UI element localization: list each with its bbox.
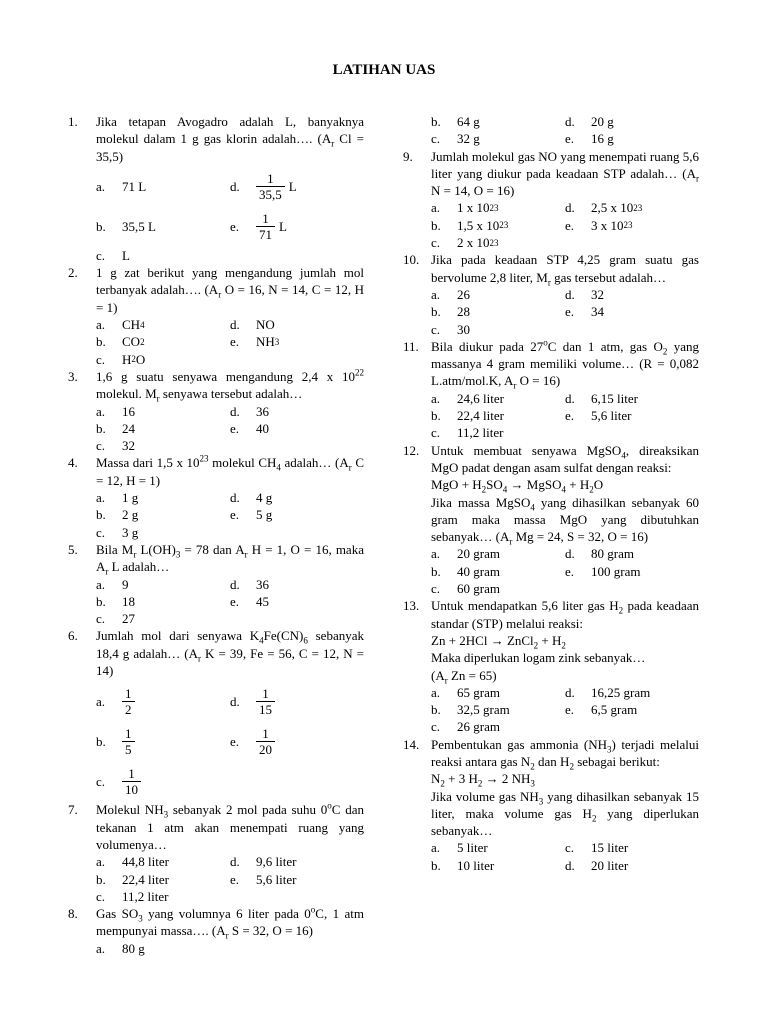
- option-e[interactable]: e. 5 g: [230, 507, 273, 523]
- option-d[interactable]: d. 20 g: [565, 114, 614, 129]
- option-d[interactable]: d. NO: [230, 317, 275, 333]
- option-b[interactable]: b. CO 2: [96, 334, 145, 350]
- question-text-2: Jika massa MgSO$_4$ yang dihasilkan sebanyak 60 gram maka massa MgO yang dibutuhkan sebanyak… ($A_r$ Mg = 24, S = 32, O = 16): [431, 494, 700, 547]
- option-c[interactable]: c. H 2 O: [96, 351, 146, 367]
- option-c[interactable]: c. 15 liter: [565, 840, 629, 856]
- question-10: [403, 251, 699, 337]
- option-a[interactable]: a. 65 gram: [431, 684, 500, 700]
- option-d[interactable]: d. 4 g: [230, 490, 273, 506]
- option-d[interactable]: d. 6,15 liter: [565, 390, 638, 406]
- question-text: Untuk membuat senyawa MgSO$_4$, direaksikan MgO padat dengan asam sulfat dengan reaksi:: [431, 442, 700, 475]
- option-c[interactable]: c. L: [96, 247, 130, 263]
- question-text: Bila $M_r$ $L(OH)_3 = 78$ dan $A_r$ H = 1, O = 16, maka $A_r$ L adalah…: [96, 541, 364, 577]
- page-title: LATIHAN UAS: [332, 62, 436, 78]
- question-number: 2.: [68, 265, 78, 281]
- option-b[interactable]: b. 28: [431, 304, 470, 320]
- fraction: $\frac{1}{10}$: [122, 766, 141, 797]
- question-number: 5.: [68, 541, 78, 557]
- option-c[interactable]: c. 3 g: [96, 524, 139, 540]
- option-d[interactable]: d. 80 gram: [565, 546, 634, 562]
- question-number: 6.: [68, 628, 78, 644]
- question-3: [68, 368, 364, 454]
- option-d[interactable]: d. 2,5 x 10 23: [565, 200, 643, 216]
- question-text: Massa dari 1,5 x $10^{23}$ molekul $CH_4$ adalah… ($A_r$ C = 12, H = 1): [96, 454, 364, 488]
- option-c[interactable]: c. $\frac{1}{10}$: [96, 761, 250, 801]
- question-12: [403, 442, 699, 598]
- question-number: 1.: [68, 114, 78, 129]
- option-b[interactable]: b. $\frac{1}{5}$: [96, 721, 230, 761]
- question-7: [68, 801, 364, 905]
- option-e[interactable]: e. NH 3: [230, 334, 280, 350]
- question-number: 8.: [68, 906, 78, 922]
- question-text: Jumlah molekul gas NO yang menempati ruang 5,6 liter yang diukur pada keadaan STP adalah… ($A_r$ N = 14, O = 16): [431, 148, 699, 199]
- question-text-2: Jika volume gas $NH_3$ yang dihasilkan sebanyak 15 liter, maka volume gas $H_2$ yang diperlukan sebanyak…: [431, 788, 699, 839]
- fraction: $\frac{1}{15}$: [256, 686, 275, 717]
- option-b[interactable]: b. 35,5 L: [96, 219, 156, 235]
- question-text: [96, 113, 364, 165]
- option-d[interactable]: d. 9,6 liter: [230, 854, 297, 870]
- question-text-3: ($A_r$ Zn = 65): [431, 667, 497, 686]
- option-a[interactable]: a. 9: [96, 576, 129, 592]
- option-a[interactable]: a. 1 x 10 23: [431, 200, 499, 216]
- option-b[interactable]: b. 10 liter: [431, 857, 495, 873]
- fraction: $\frac{1}{35,5}$: [256, 171, 285, 202]
- option-e[interactable]: e. 16 g: [565, 131, 614, 147]
- option-c[interactable]: c. 2 x 10 23: [431, 235, 499, 251]
- question-14: [403, 736, 699, 874]
- option-d[interactable]: d. 36: [230, 576, 269, 592]
- question-8: [68, 905, 364, 957]
- question-8-continued: [403, 113, 699, 148]
- option-e[interactable]: e. 45: [230, 593, 269, 609]
- option-d[interactable]: d. $\frac{1}{15}$: [230, 681, 364, 721]
- left-column: [68, 113, 364, 957]
- option-d[interactable]: d. 20 liter: [565, 857, 629, 873]
- option-e[interactable]: e. 34: [565, 304, 604, 320]
- option-a[interactable]: a. 80 g: [96, 940, 145, 956]
- question-1: [68, 113, 364, 264]
- question-text: Bila diukur pada 27$^o$C dan 1 atm, gas $O_2$ yang massanya 4 gram memiliki volume… (R = 0,082 L.atm/mol.K, $A_r$ O = 16): [431, 337, 699, 392]
- option-e[interactable]: e. 40: [230, 420, 269, 436]
- question-text: Molekul $NH_3$ sebanyak 2 mol pada suhu 0$^o$C dan tekanan 1 atm akan menempati ruang yang volumenya…: [96, 800, 364, 852]
- question-text: Untuk mendapatkan 5,6 liter gas $H_2$ pada keadaan standar (STP) melalui reaksi:: [431, 598, 699, 631]
- question-text: 1 g zat berikut yang mengandung jumlah mol terbanyak adalah…. ($A_r$ O = 16, N = 14, C = 12, H = 1): [96, 265, 364, 315]
- option-c[interactable]: c. 60 gram: [431, 581, 500, 597]
- option-a[interactable]: a. 71 L: [96, 179, 147, 195]
- option-b[interactable]: b. 64 g: [431, 114, 480, 129]
- option-d[interactable]: d. 36: [230, 403, 269, 419]
- question-number: 11.: [403, 338, 419, 354]
- option-c[interactable]: c. 11,2 liter: [96, 888, 169, 904]
- question-number: 7.: [68, 802, 78, 818]
- question-11: [403, 338, 699, 442]
- option-a[interactable]: a. 1 g: [96, 490, 139, 506]
- question-number: 4.: [68, 455, 78, 471]
- option-a[interactable]: a. 26: [431, 286, 470, 302]
- option-a[interactable]: a. CH 4: [96, 317, 145, 333]
- fraction: $\frac{1}{2}$: [122, 686, 135, 717]
- option-b[interactable]: b. 32,5 gram: [431, 702, 510, 718]
- fraction: $\frac{1}{71}$: [256, 211, 275, 242]
- option-c[interactable]: c. 11,2 liter: [431, 425, 504, 441]
- question-number: 9.: [403, 148, 413, 164]
- option-d[interactable]: d. $\frac{1}{35,5}$ L: [230, 171, 297, 203]
- question-number: 12.: [403, 442, 420, 458]
- option-a[interactable]: a. 44,8 liter: [96, 854, 169, 870]
- option-a[interactable]: a. 20 gram: [431, 546, 500, 562]
- option-e[interactable]: e. $\frac{1}{71}$ L: [230, 211, 287, 243]
- question-text: Jumlah mol dari senyawa $K_4Fe(CN)_6$ sebanyak 18,4 g adalah… ($A_r$ K = 39, Fe = 56, C = 12, N = 14): [96, 628, 364, 679]
- question-text: Jika pada keadaan STP 4,25 gram suatu gas bervolume 2,8 liter, $M_r$ gas tersebut adalah…: [431, 252, 699, 288]
- right-column: [403, 113, 699, 874]
- option-b[interactable]: b. 18: [96, 593, 135, 609]
- reaction-equation: MgO + $H_2SO_4$ → MgSO$_4$ + $H_2O$: [431, 477, 604, 495]
- option-e[interactable]: e. $\frac{1}{20}$: [230, 721, 364, 761]
- reaction-equation: $N_2 + 3$ $H_2 \to 2$ $NH_3$: [431, 771, 535, 789]
- option-e[interactable]: e. 5,6 liter: [565, 408, 632, 424]
- option-a[interactable]: a. 16: [96, 403, 135, 419]
- option-b[interactable]: b. 22,4 liter: [96, 871, 169, 887]
- question-number: 3.: [68, 368, 78, 384]
- option-e[interactable]: e. 100 gram: [565, 563, 641, 579]
- fraction: $\frac{1}{5}$: [122, 726, 135, 757]
- question-2: [68, 264, 364, 368]
- question-text: 1,6 g suatu senyawa mengandung 2,4 x $10^{22}$ molekul. $M_r$ senyawa tersebut adalah…: [96, 367, 364, 404]
- option-c[interactable]: c. 30: [431, 321, 470, 337]
- question-13: [403, 597, 699, 735]
- question-text: Gas $SO_3$ yang volumnya 6 liter pada 0$^o$C, 1 atm mempunyai massa…. ($A_r$ S = 32, O = 16): [96, 904, 364, 941]
- question-text: Pembentukan gas ammonia $(NH_3)$ terjadi melalui reaksi antara gas $N_2$ dan $H_2$ sebagai berikut:: [431, 736, 699, 772]
- fraction: $\frac{1}{20}$: [256, 726, 275, 757]
- option-a[interactable]: a. 24,6 liter: [431, 390, 504, 406]
- reaction-equation: Zn + 2HCl → ZnCl$_2$ + $H_2$: [431, 632, 566, 651]
- question-text-plain: Jika tetapan Avogadro adalah L, banyaknya molekul dalam 1 g gas klorin adalah…. ($A_r$ Cl = 35,5): [96, 114, 364, 164]
- option-c[interactable]: c. 26 gram: [431, 719, 500, 735]
- option-d[interactable]: d. 32: [565, 286, 604, 302]
- option-b[interactable]: b. 1,5 x 10 23: [431, 217, 509, 233]
- option-a[interactable]: a. $\frac{1}{2}$: [96, 681, 230, 721]
- option-a[interactable]: a. 5 liter: [431, 840, 488, 856]
- option-b[interactable]: b. 24: [96, 420, 135, 436]
- option-b[interactable]: b. 2 g: [96, 507, 139, 523]
- question-9: [403, 148, 699, 252]
- option-e[interactable]: e. 3 x 10 23: [565, 217, 633, 233]
- option-e[interactable]: e. 6,5 gram: [565, 702, 638, 718]
- question-number: 14.: [403, 736, 420, 752]
- option-c[interactable]: c. 32: [96, 438, 135, 454]
- option-e[interactable]: e. 5,6 liter: [230, 871, 297, 887]
- question-6: [68, 627, 364, 801]
- question-number: 13.: [403, 598, 420, 614]
- option-b[interactable]: b. 40 gram: [431, 563, 500, 579]
- question-4: [68, 454, 364, 540]
- option-c[interactable]: c. 27: [96, 611, 135, 627]
- question-5: [68, 541, 364, 627]
- question-text-2: Maka diperlukan logam zink sebanyak…: [431, 650, 646, 666]
- option-d[interactable]: d. 16,25 gram: [565, 684, 651, 700]
- option-c[interactable]: c. 32 g: [431, 131, 480, 147]
- option-b[interactable]: b. 22,4 liter: [431, 408, 504, 424]
- question-number: 10.: [403, 252, 420, 268]
